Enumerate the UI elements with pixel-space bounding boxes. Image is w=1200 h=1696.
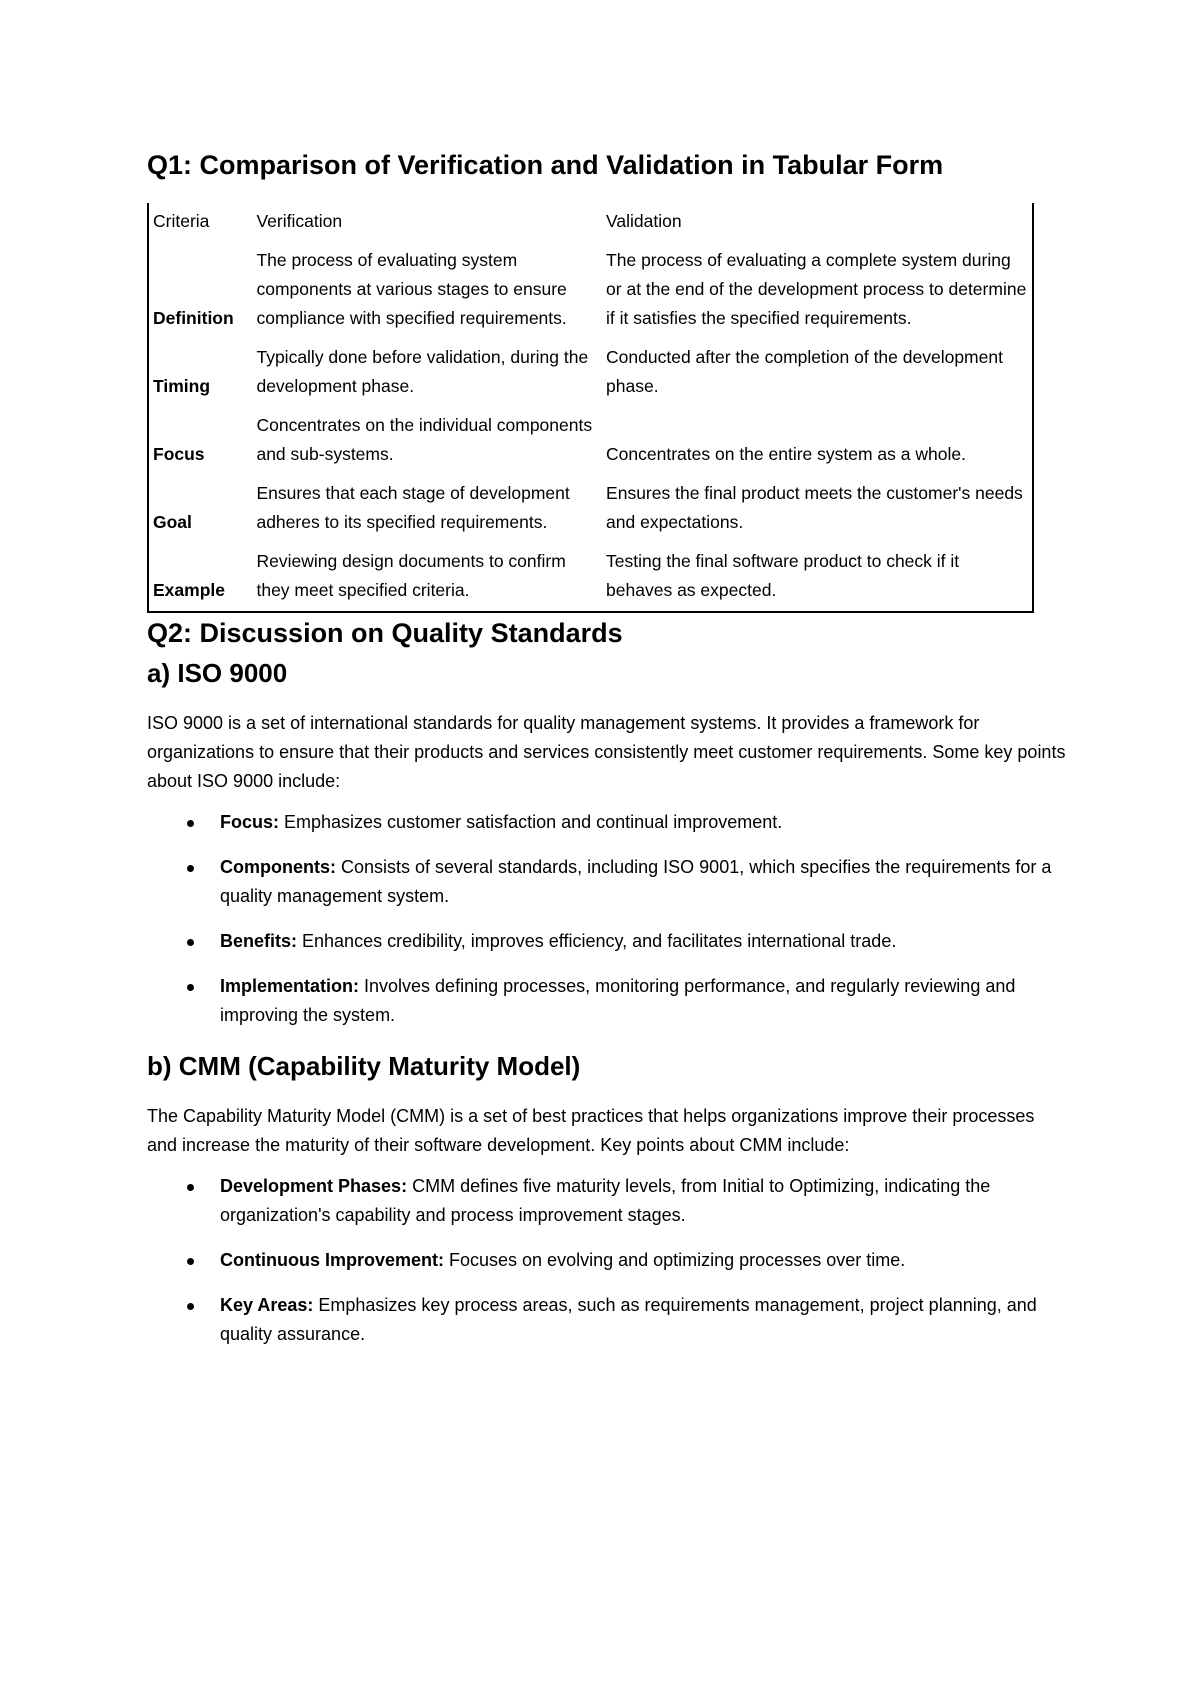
document-content — [147, 145, 1067, 1365]
header-verification: Verification — [256, 211, 343, 231]
point-term: Components: — [220, 857, 336, 877]
iso-intro: ISO 9000 is a set of international standards for quality management systems. It provides a framework for organizations to ensure that their products and services consistently meet customer requirements. Some key points about ISO 9000 include: — [147, 713, 1066, 791]
point-text: Focuses on evolving and optimizing processes over time. — [444, 1250, 906, 1270]
point-text: Emphasizes customer satisfaction and continual improvement. — [279, 812, 783, 832]
point-text: Enhances credibility, improves efficiency, and facilitates international trade. — [297, 931, 897, 951]
row-validation: Concentrates on the entire system as a whole. — [602, 407, 1033, 475]
list-item — [147, 927, 1067, 956]
q2-heading: Q2: Discussion on Quality Standards — [147, 618, 623, 648]
row-validation: Testing the final software product to check if it behaves as expected. — [602, 543, 1033, 612]
row-verification: Ensures that each stage of development adheres to its specified requirements. — [256, 483, 570, 532]
comparison-table — [147, 203, 1034, 613]
bullet-icon — [187, 1303, 194, 1310]
list-item — [147, 972, 1067, 1030]
row-criteria: Definition — [148, 242, 252, 339]
q1-heading: Q1: Comparison of Verification and Validation in Tabular Form — [147, 150, 944, 180]
row-verification: The process of evaluating system components at various stages to ensure compliance with specified requirements. — [256, 250, 567, 328]
bullet-icon — [187, 865, 194, 872]
header-validation: Validation — [602, 203, 1033, 242]
row-validation: Conducted after the completion of the development phase. — [602, 339, 1033, 407]
table-row — [148, 543, 1033, 612]
row-validation: The process of evaluating a complete system during or at the end of the development process to determine if it satisfies the specified requirements. — [602, 242, 1033, 339]
point-term: Continuous Improvement: — [220, 1250, 444, 1270]
row-verification: Concentrates on the individual components and sub-systems. — [256, 415, 593, 464]
iso-heading: a) ISO 9000 — [147, 658, 288, 688]
list-item — [147, 1291, 1067, 1349]
row-verification: Reviewing design documents to confirm they meet specified criteria. — [252, 543, 602, 612]
cmm-intro: The Capability Maturity Model (CMM) is a set of best practices that helps organizations improve their processes and increase the maturity of their software development. Key points about CMM include: — [147, 1106, 1035, 1155]
row-criteria: Example — [148, 543, 252, 612]
point-term: Development Phases: — [220, 1176, 408, 1196]
list-item — [147, 1172, 1067, 1230]
bullet-icon — [187, 1258, 194, 1265]
bullet-icon — [187, 820, 194, 827]
point-text: Involves defining processes, monitoring performance, and regularly reviewing and improving the system. — [220, 976, 1016, 1025]
table-row — [148, 407, 1033, 475]
table-row — [148, 475, 1033, 543]
point-term: Implementation: — [220, 976, 360, 996]
bullet-icon — [187, 1184, 194, 1191]
list-item — [147, 808, 1067, 837]
point-text: CMM defines five maturity levels, from Initial to Optimizing, indicating the organization's capability and process improvement stages. — [220, 1176, 991, 1225]
cmm-points — [147, 1172, 1067, 1349]
row-validation: Ensures the final product meets the customer's needs and expectations. — [602, 475, 1033, 543]
iso-points — [147, 808, 1067, 1030]
table-row — [148, 242, 1033, 339]
table-row — [148, 339, 1033, 407]
row-criteria: Timing — [148, 339, 252, 407]
point-text: Emphasizes key process areas, such as requirements management, project planning, and quality assurance. — [220, 1295, 1037, 1344]
cmm-heading: b) CMM (Capability Maturity Model) — [147, 1051, 581, 1081]
list-item — [147, 1246, 1067, 1275]
row-criteria: Goal — [148, 475, 252, 543]
point-term: Focus: — [220, 812, 280, 832]
point-term: Benefits: — [220, 931, 298, 951]
row-verification: Typically done before validation, during the development phase. — [256, 347, 589, 396]
header-criteria: Criteria — [148, 203, 252, 242]
bullet-icon — [187, 984, 194, 991]
point-text: Consists of several standards, including ISO 9001, which specifies the requirements for a quality management system. — [220, 857, 1052, 906]
bullet-icon — [187, 939, 194, 946]
row-criteria: Focus — [148, 407, 252, 475]
list-item — [147, 853, 1067, 911]
point-term: Key Areas: — [220, 1295, 314, 1315]
table-header-row — [148, 203, 1033, 242]
